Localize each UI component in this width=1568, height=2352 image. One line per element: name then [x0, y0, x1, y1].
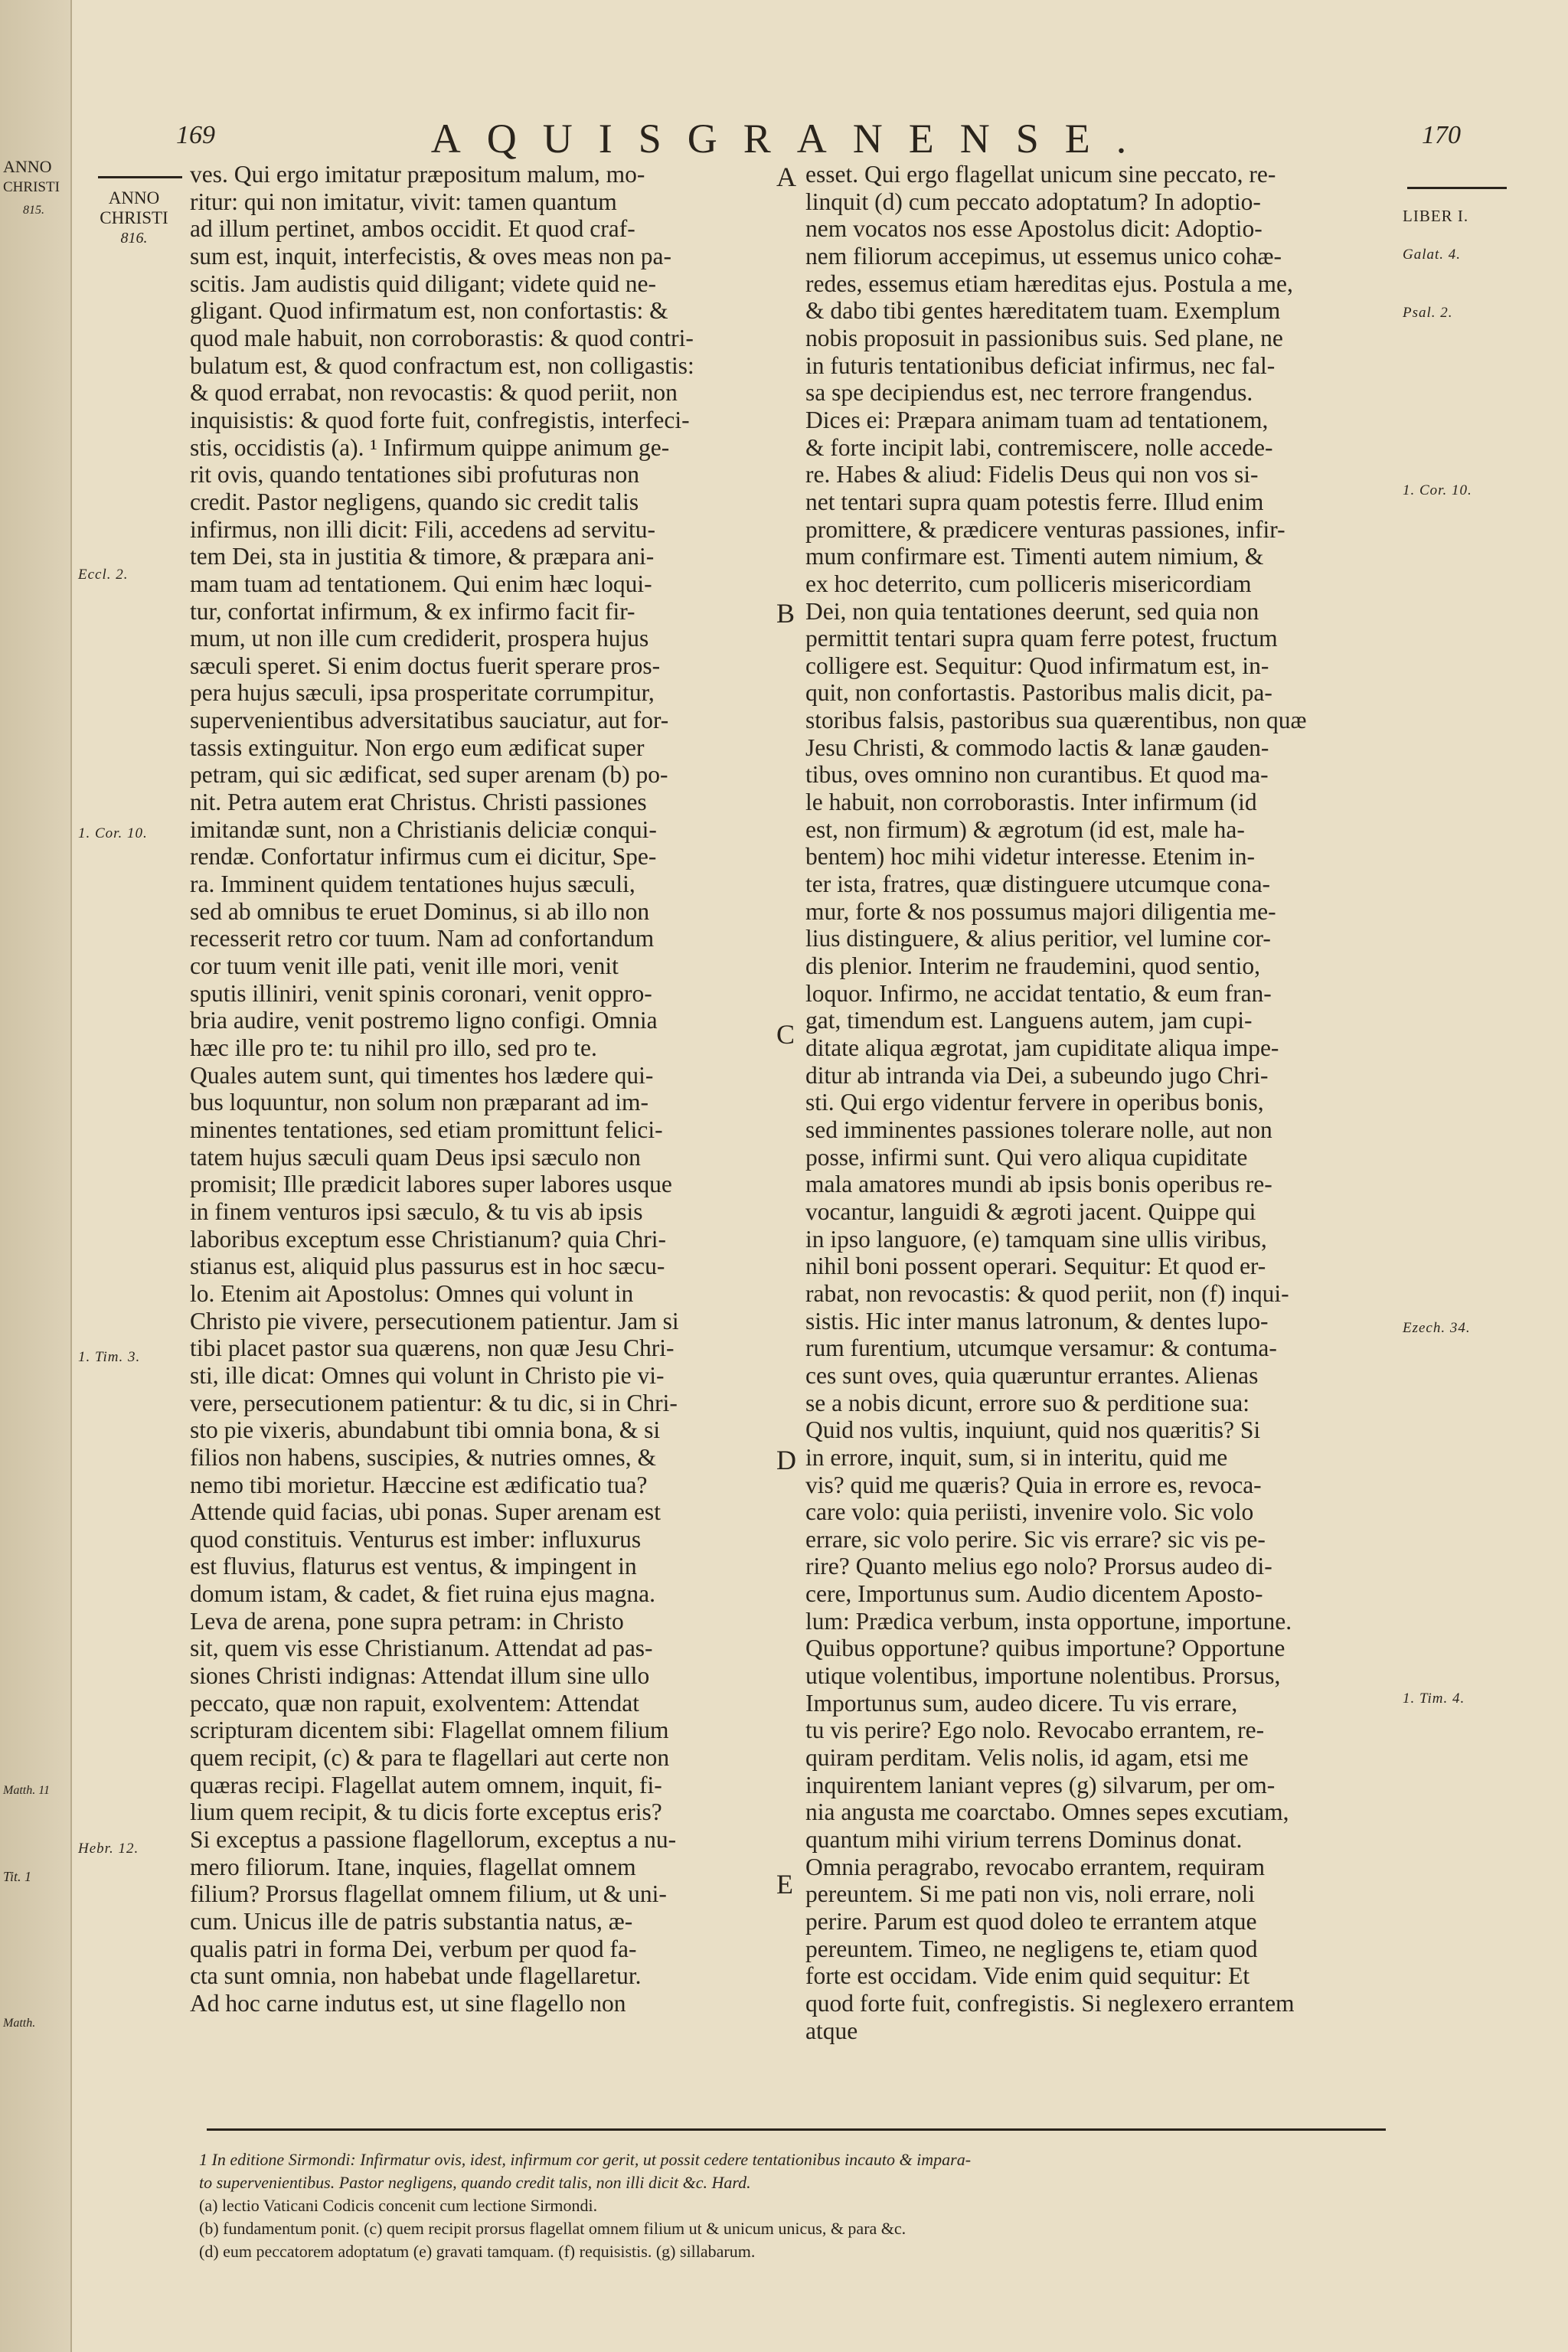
footnote-line: to supervenientibus. Pastor negligens, quando credit talis, non illi dicit &c. Hard. — [199, 2173, 751, 2192]
footnotes — [199, 2148, 1393, 2263]
footnote-line: 1 In editione Sirmondi: Infirmatur ovis, idest, infirmum cor gerit, ut possit cedere tentationibus incauto & impara- — [199, 2150, 972, 2169]
section-letter-b: B — [776, 598, 795, 629]
footnote-rule — [207, 2128, 1386, 2131]
footnote-line: (b) fundamentum ponit. (c) quem recipit prorsus flagellat omnem filium ut & unicum unicus, & para &c. — [199, 2219, 906, 2238]
section-letter-a: A — [776, 162, 796, 192]
section-letter-c: C — [776, 1019, 795, 1050]
margin-ref-psal: Psal. 2. — [1403, 305, 1453, 321]
prev-christi: CHRISTI — [3, 179, 60, 195]
margin-ref-ezech: Ezech. 34. — [1403, 1320, 1471, 1336]
christi-word: CHRISTI — [100, 208, 168, 227]
header-rule-left — [98, 176, 182, 178]
margin-liber: LIBER I. — [1403, 207, 1469, 225]
previous-page-margin — [0, 0, 72, 2352]
anno-christi-label — [96, 188, 172, 248]
margin-ref-1tim: 1. Tim. 3. — [78, 1349, 141, 1365]
prev-note-3: Matth. — [3, 2017, 36, 2030]
margin-ref-1cor-right: 1. Cor. 10. — [1403, 482, 1472, 498]
section-letter-e: E — [776, 1869, 793, 1900]
margin-ref-1tim-right: 1. Tim. 4. — [1403, 1690, 1465, 1707]
prev-note-1: Tit. 1 — [3, 1869, 32, 1884]
anno-word: ANNO — [108, 188, 160, 207]
anno-year: 816. — [120, 230, 148, 247]
text-column-left — [190, 161, 770, 2017]
page-number-right: 170 — [1422, 121, 1461, 149]
page-number-left: 169 — [176, 121, 215, 149]
left-column-text: ves. Qui ergo imitatur præpositum malum, mo- ritur: qui non imitatur, vivit: tamen quantum ad illum pertinet, ambos occidit. Et quod craf- sum est, inquit, interfecistis, & oves meas non pa- scitis. Jam audistis quid diligant; videte quid ne- gligant. Quod infirmatum est, non confortastis: & quod male habuit, non corroborastis: & quod contri- bulatum est, & quod confractum est, non colligastis: & quod errabat, non revocastis: & quod periit, non inquisistis: & quod forte fuit, confregistis, interfeci- stis, occidistis (a). ¹ Infirmum quippe animum ge- rit ovis, quando tentationes sibi profuturas non credit. Pastor negligens, quando sic credit talis infirmus, non illi dicit: Fili, accedens ad servitu- tem Dei, sta in justitia & timore, & præpara ani- mam tuam ad tentationem. Qui enim hæc loqui- tur, confortat infirmum, & ex infirmo facit fir- mum, ut non ille cum crediderit, prospera hujus sæculi speret. Si enim doctus fuerit sperare pros- pera hujus sæculi, ipsa prosperitate corrumpitur, supervenientibus adversitatibus sauciatur, aut for- tassis extinguitur. Non ergo eum ædificat super petram, qui sic ædificat, sed super arenam (b) po- nit. Petra autem erat Christus. Christi passiones imitandæ sunt, non a Christianis deliciæ conqui- rendæ. Confortatur infirmus cum ei dicitur, Spe- ra. Imminent quidem tentationes hujus sæculi, sed ab omnibus te eruet Dominus, si ab illo non recesserit retro cor tuum. Nam ad confortandum cor tuum venit ille pati, venit ille mori, venit sputis illiniri, venit spinis coronari, venit oppro- bria audire, venit postremo ligno configi. Omnia hæc ille pro te: tu nihil pro illo, sed pro te. Quales autem sunt, qui timentes hos lædere qui- bus loquuntur, non solum non præparant ad im- minentes tentationes, sed etiam promittunt felici- tatem hujus sæculi quam Deus ipsi sæculo non promisit; Ille prædicit labores super labores usque in finem venturos ipsi sæculo, & tu vis ab ipsis laboribus exceptum esse Christianum? quia Chri- stianus est, aliquid plus passurus est in hoc sæcu- lo. Etenim ait Apostolus: Omnes qui volunt in Christo pie vivere, persecutionem patientur. Jam si tibi placet pastor sua quærens, non quæ Jesu Chri- sti, ille dicat: Omnes qui volunt in Christo pie vi- vere, persecutionem patientur: & tu dic, si in Chri- sto pie vixeris, abundabunt tibi omnia bona, & si filios non habens, suscipies, & nutries omnes, & nemo tibi morietur. Hæccine est ædificatio tua? Attende quid facias, ubi ponas. Super arenam est quod constituis. Venturus est imber: influxurus est fluvius, flaturus est ventus, & impingent in domum istam, & cadet, & fiet ruina ejus magna. Leva de arena, pone supra petram: in Christo sit, quem vis esse Christianum. Attendat ad pas- siones Christi indignas: Attendat illum sine ullo peccato, quæ non rapuit, exolventem: Attendat scripturam dicentem sibi: Flagellat omnem filium quem recipit, (c) & para te flagellari aut certe non quæras recipi. Flagellat autem omnem, inquit, fi- lium quem recipit, & tu dicis forte exceptus eris? Si exceptus a passione flagellorum, exceptus a nu- mero filiorum. Itane, inquies, flagellat omnem filium? Prorsus flagellat omnem filium, ut & uni- cum. Unicus ille de patris substantia natus, æ- qualis patri in forma Dei, verbum per quod fa- cta sunt omnia, non habebat unde flagellaretur. Ad hoc carne indutus est, ut sine flagello non — [190, 161, 694, 2017]
footnote-line: (a) lectio Vaticani Codicis concenit cum lectione Sirmondi. — [199, 2196, 598, 2215]
right-column-text: esset. Qui ergo flagellat unicum sine peccato, re- linquit (d) cum peccato adoptatum? In adoptio- nem vocatos nos esse Apostolus dicit: Adoptio- nem filiorum accepimus, ut essemus unico cohæ- redes, essemus etiam hæreditas ejus. Postula a me, & dabo tibi gentes hæreditatem tuam. Exemplum nobis proposuit in passionibus suis. Sed plane, ne in futuris tentationibus deficiat infirmus, nec fal- sa spe decipiendus est, nec terrore frangendus. Dices ei: Præpara animam tuam ad tentationem, & forte incipit labi, contremiscere, nolle accede- re. Habes & aliud: Fidelis Deus qui non vos si- net tentari supra quam potestis ferre. Illud enim promittere, & prædicere venturas passiones, infir- mum confirmare est. Timenti autem nimium, & ex hoc deterrito, cum polliceris misericordiam Dei, non quia tentationes deerunt, sed quia non permittit tentari supra quam ferre potest, fructum colligere est. Sequitur: Quod infirmatum est, in- quit, non confortastis. Pastoribus malis dicit, pa- storibus falsis, pastoribus sua quærentibus, non quæ Jesu Christi, & commodo lactis & lanæ gauden- tibus, oves omnino non curantibus. Et quod ma- le habuit, non corroborastis. Inter infirmum (id est, non firmum) & ægrotum (id est, male ha- bentem) hoc mihi videtur interesse. Etenim in- ter ista, fratres, quæ distinguere utcumque cona- mur, forte & nos possumus majori diligentia me- lius distinguere, & alius peritior, vel lumine cor- dis plenior. Interim ne fraudemini, quod sentio, loquor. Infirmo, ne accidat tentatio, & eum fran- gat, timendum est. Languens autem, jam cupi- ditate aliqua ægrotat, jam cupiditate aliqua impe- ditur ab intranda via Dei, a subeundo jugo Chri- sti. Qui ergo videntur fervere in operibus bonis, sed imminentes passiones tolerare nolle, aut non posse, infirmi sunt. Qui vero aliqua cupiditate mala amatores mundi ab ipsis bonis operibus re- vocantur, languidi & ægroti jacent. Quippe qui in ipso languore, (e) tamquam sine ullis viribus, nihil boni possent operari. Sequitur: Et quod er- rabat, non revocastis: & quod periit, non (f) inqui- sistis. Hic inter manus latronum, & dentes lupo- rum furentium, utcumque versamur: & contuma- ces sunt oves, quia quæruntur errantes. Alienas se a nobis dicunt, errore suo & perditione sua: Quid nos vultis, inquiunt, quid nos quæritis? Si in errore, inquit, sum, si in interitu, quid me vis? quid me quæris? Quia in errore es, revoca- care volo: quia periisti, invenire volo. Sic volo errare, sic volo perire. Sic vis errare? sic vis pe- rire? Quanto melius ego nolo? Prorsus audeo di- cere, Importunus sum. Audio dicentem Aposto- lum: Prædica verbum, insta opportune, importune. Quibus opportune? quibus importune? Opportune utique volentibus, importune nolentibus. Prorsus, Importunus sum, audeo dicere. Tu vis errare, tu vis perire? Ego nolo. Revocabo errantem, re- quiram perditam. Velis nolis, id agam, etsi me inquirentem laniant vepres (g) silvarum, per om- nia angusta me coarctabo. Omnes sepes excutiam, quantum mihi virium terrens Dominus donat. Omnia peragrabo, revocabo errantem, requiram pereuntem. Si me pati non vis, noli errare, noli perire. Parum est quod doleo te errantem atque pereuntem. Timeo, ne negligens te, etiam quod forte est occidam. Vide enim quid sequitur: Et quod forte fuit, confregistis. Si neglexero errantem atque — [805, 161, 1307, 2044]
section-letter-d: D — [776, 1445, 796, 1475]
header-rule-right — [1407, 187, 1507, 189]
margin-ref-galat: Galat. 4. — [1403, 247, 1462, 263]
prev-note-2: Matth. 11 — [3, 1784, 51, 1797]
running-title: AQUISGRANENSE. — [430, 116, 1153, 162]
footnote-line: (d) eum peccatorem adoptatum (e) gravati tamquam. (f) requisistis. (g) sillabarum. — [199, 2242, 756, 2261]
prev-anno: ANNO — [3, 157, 52, 176]
prev-year: 815. — [23, 204, 44, 217]
text-column-right — [805, 161, 1386, 2044]
margin-ref-eccl: Eccl. 2. — [78, 567, 129, 583]
margin-ref-1cor: 1. Cor. 10. — [78, 825, 148, 841]
margin-ref-hebr: Hebr. 12. — [78, 1841, 139, 1857]
